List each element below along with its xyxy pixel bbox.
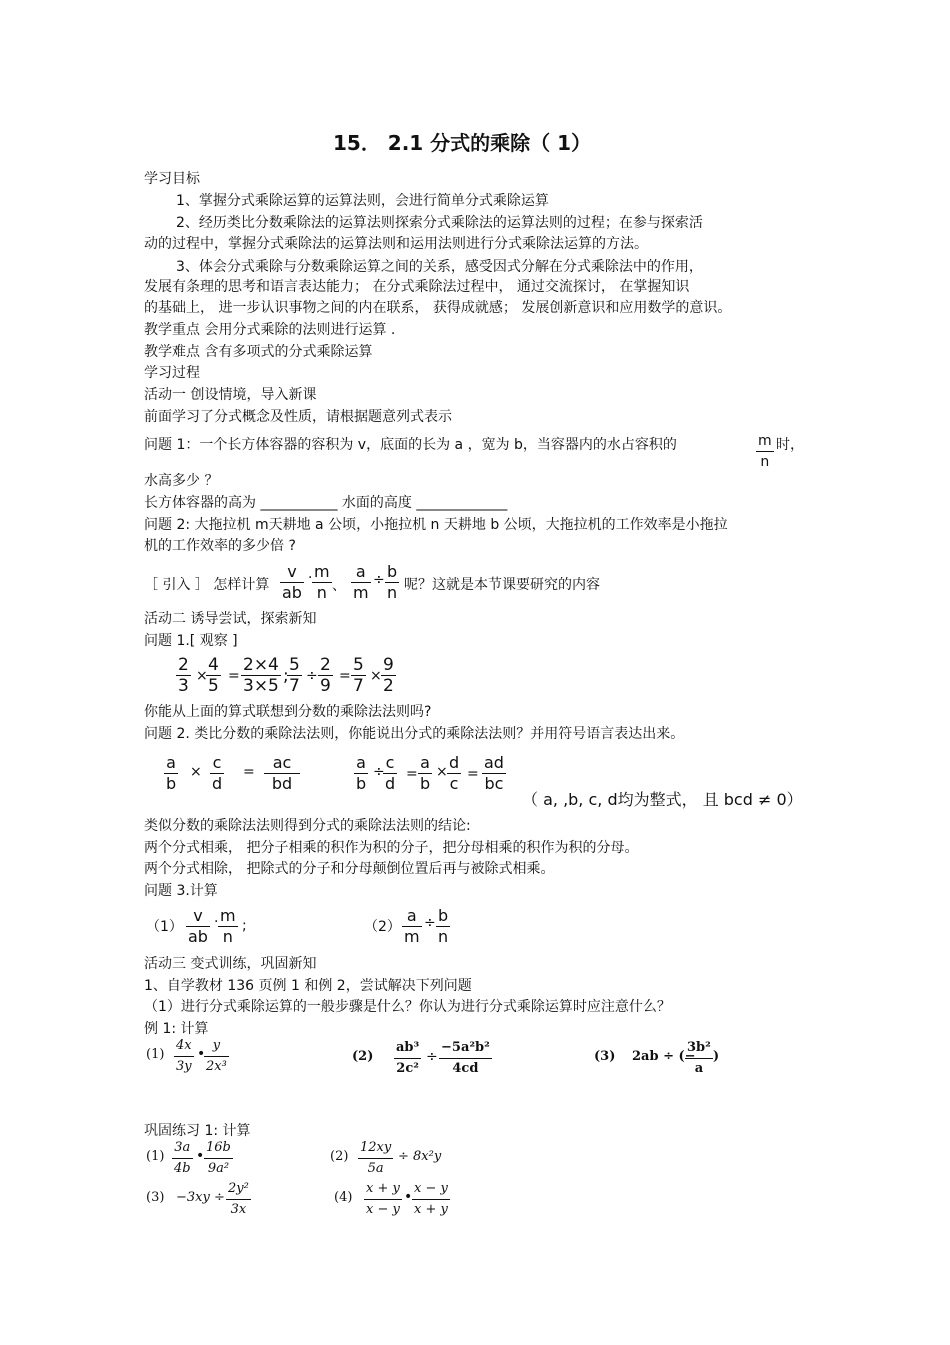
fraction — [364, 1179, 402, 1220]
denominator: 3 — [178, 676, 189, 696]
divide-operator: ÷ — [306, 668, 318, 684]
fraction — [685, 1038, 713, 1079]
fraction — [447, 753, 461, 794]
denominator: n — [218, 926, 238, 947]
denominator: m — [404, 927, 420, 946]
equals: = — [467, 766, 479, 782]
numerator: a — [406, 906, 417, 925]
numerator: −5a²b² — [441, 1040, 490, 1055]
fraction — [210, 753, 224, 794]
fraction — [226, 1179, 251, 1220]
objective-line: 动的过程中，掌握分式乘除法的运算法则和运用法则进行分式乘除法运算的方法。 — [144, 236, 648, 252]
numerator: 2 — [320, 655, 331, 675]
fraction — [351, 655, 366, 696]
lead-in-tail: 呢？这就是本节课要研究的内容 — [404, 577, 600, 593]
question-two-b: 问题 2. 类比分数的乘除法法则，你能说出分式的乘除法法则？并用符号语言表达出来。 — [144, 726, 685, 742]
self-study-question: （1）进行分式乘除运算的一般步骤是什么？你认为进行分式乘除运算时应注意什么？ — [144, 999, 671, 1015]
item-label: (1) — [146, 1047, 165, 1062]
fraction — [383, 753, 397, 794]
fraction — [436, 906, 450, 947]
numerator: m — [758, 433, 772, 449]
fraction — [174, 1036, 194, 1077]
example-heading: 例 1: 计算 — [144, 1021, 209, 1037]
equals: = — [243, 764, 255, 780]
denominator: 2c² — [394, 1058, 421, 1079]
numerator: d — [449, 753, 460, 772]
numerator: 9 — [383, 655, 394, 675]
fraction — [318, 655, 333, 696]
denominator: n — [756, 451, 774, 472]
expression-prefix: 2ab ÷ (− — [632, 1049, 696, 1064]
denominator: 3×5 — [243, 676, 279, 696]
fraction — [381, 655, 396, 696]
fraction — [394, 1038, 421, 1079]
fraction — [204, 1138, 233, 1179]
numerator: m — [314, 562, 330, 581]
separator: 、 — [332, 578, 346, 594]
fraction — [204, 1036, 229, 1077]
fraction — [385, 562, 399, 603]
denominator: d — [212, 774, 223, 793]
numerator: x − y — [414, 1181, 448, 1196]
fraction — [241, 655, 281, 696]
dot-operator: · — [214, 914, 219, 930]
objective-line: 2、经历类比分数乘除法的运算法则探索分式乘除法的运算法则的过程；在参与探索活 — [176, 215, 703, 231]
fraction — [186, 906, 210, 947]
fraction — [402, 906, 422, 947]
item-label: (4) — [334, 1190, 353, 1205]
question-one-tail: 时， — [776, 437, 804, 453]
item-label: （2） — [364, 919, 401, 935]
fraction — [439, 1038, 492, 1079]
activity-one: 活动一 创设情境，导入新课 — [144, 387, 317, 403]
denominator: b — [166, 774, 177, 793]
times-operator: × — [196, 668, 208, 684]
expression-prefix: −3xy ÷ — [176, 1190, 225, 1205]
semicolon: ; — [283, 666, 289, 686]
numerator: 12xy — [360, 1140, 392, 1155]
fraction — [482, 753, 506, 794]
fraction — [412, 1179, 450, 1220]
divide-operator: ÷ — [426, 1049, 438, 1065]
conclusion-multiply: 两个分式相乘， 把分子相乘的积作为积的分子，把分母相乘的积作为积的分母。 — [144, 840, 639, 856]
numerator: 3b² — [687, 1040, 711, 1055]
times-operator: × — [190, 764, 202, 780]
denominator: 9 — [320, 676, 331, 696]
process-heading: 学习过程 — [144, 365, 200, 381]
numerator: a — [166, 753, 176, 772]
item-label: (2) — [352, 1049, 374, 1064]
question-two-cont: 机的工作效率的多少倍 ? — [144, 538, 296, 554]
equals: = — [339, 668, 351, 684]
item-label: (3) — [146, 1190, 165, 1205]
objective-line: 3、体会分式乘除与分数乘除运算之间的关系，感受因式分解在分式乘除法中的作用， — [176, 259, 703, 275]
numerator: b — [387, 562, 398, 581]
fraction — [358, 1138, 393, 1179]
fraction — [354, 753, 368, 794]
numerator: 4 — [208, 655, 219, 675]
numerator: ab³ — [396, 1040, 420, 1055]
item-label: (1) — [146, 1149, 165, 1164]
denominator: 2x³ — [204, 1056, 229, 1077]
numerator: ad — [484, 753, 504, 772]
denominator: b — [356, 774, 367, 793]
numerator: ac — [272, 753, 292, 772]
numerator: 5 — [353, 655, 364, 675]
question-one: 问题 1：一个长方体容器的容积为 v，底面的长为 a ，宽为 b，当容器内的水占容积的 — [144, 437, 677, 453]
fraction — [351, 562, 371, 603]
divide-operator: ÷ — [424, 915, 436, 931]
denominator: bc — [482, 773, 506, 794]
denominator: a — [685, 1058, 713, 1079]
numerator: m — [220, 906, 236, 925]
question-one-cont: 水高多少 ？ — [144, 473, 219, 489]
item-label: (2) — [330, 1149, 349, 1164]
denominator: ab — [282, 583, 302, 602]
objective-line: 发展有条理的思考和语言表达能力； 在分式乘除法过程中， 通过交流探讨， 在掌握知识 — [144, 279, 690, 295]
fraction — [264, 753, 300, 794]
denominator: 5a — [358, 1158, 393, 1179]
observe-heading: 问题 1.[ 观察 ] — [144, 633, 238, 649]
fraction — [206, 655, 221, 696]
denominator: bd — [264, 773, 300, 794]
numerator: a — [420, 753, 430, 772]
denominator: 5 — [208, 676, 219, 696]
key-point: 教学重点 会用分式乘除的法则进行运算 . — [144, 322, 396, 338]
denominator: 7 — [353, 676, 364, 696]
numerator: a — [355, 562, 366, 581]
item-label: (3) — [594, 1049, 616, 1064]
objective-line: 的基础上， 进一步认识事物之间的内在联系， 获得成就感； 发展创新意识和应用数学的意识。 — [144, 300, 732, 316]
numerator: v — [193, 906, 203, 925]
denominator: m — [353, 583, 369, 602]
dot-operator: • — [197, 1046, 206, 1062]
activity-three: 活动三 变式训练，巩固新知 — [144, 956, 317, 972]
rule-condition: （ a, ,b, c, d均为整式， 且 bcd ≠ 0） — [522, 790, 803, 809]
denominator: 7 — [289, 676, 300, 696]
fraction — [218, 906, 238, 947]
denominator: b — [420, 774, 431, 793]
denominator: c — [447, 773, 461, 794]
dot-operator: · — [308, 570, 313, 586]
fraction — [312, 562, 332, 603]
denominator: x + y — [412, 1199, 450, 1220]
fraction — [280, 562, 304, 603]
numerator: 2×4 — [243, 655, 279, 675]
objectives-heading: 学习目标 — [144, 171, 200, 187]
conclusion-intro: 类似分数的乘除法法则得到分式的乘除法法则的结论: — [144, 818, 471, 834]
self-study: 1、自学教材 136 页例 1 和例 2，尝试解决下列问题 — [144, 978, 472, 994]
numerator: v — [287, 562, 297, 581]
denominator: x − y — [364, 1199, 402, 1220]
denominator: 9a² — [204, 1158, 233, 1179]
times-operator: × — [370, 668, 382, 684]
numerator: 3a — [174, 1140, 191, 1155]
page-title: 15． 2.1 分式的乘除（ 1） — [333, 131, 592, 155]
conclusion-divide: 两个分式相除， 把除式的分子和分母颠倒位置后再与被除式相乘。 — [144, 861, 555, 877]
difficulty: 教学难点 含有多项式的分式乘除运算 — [144, 344, 373, 360]
item-label: （1） — [146, 919, 183, 935]
equals: = — [228, 668, 240, 684]
times-operator: × — [436, 764, 448, 780]
denominator: 2 — [383, 676, 394, 696]
fraction — [418, 753, 432, 794]
denominator: n — [312, 582, 332, 603]
question-three: 问题 3.计算 — [144, 883, 218, 899]
expression-suffix: ÷ 8x²y — [398, 1149, 442, 1164]
dot-operator: • — [196, 1148, 205, 1164]
numerator: 4x — [176, 1038, 192, 1053]
numerator: a — [356, 753, 366, 772]
numerator: c — [385, 753, 395, 772]
question-one-blanks: 长方体容器的高为 ___________ 水面的高度 _____________ — [144, 495, 508, 511]
denominator: n — [385, 582, 399, 603]
denominator: 4b — [172, 1158, 193, 1179]
numerator: c — [212, 753, 222, 772]
observe-question: 你能从上面的算式联想到分数的乘除法法则吗? — [144, 704, 432, 720]
dot-operator: • — [404, 1189, 413, 1205]
denominator: n — [436, 926, 450, 947]
lead-in: ［ 引入 ］ 怎样计算 — [144, 577, 270, 593]
question-two: 问题 2: 大拖拉机 m天耕地 a 公顷，小拖拉机 n 天耕地 b 公顷，大拖拉机的工作效率是小拖拉 — [144, 517, 728, 533]
divide-operator: ÷ — [373, 764, 385, 780]
practice-heading: 巩固练习 1: 计算 — [144, 1123, 251, 1139]
numerator: y — [212, 1038, 221, 1053]
denominator: ab — [188, 927, 208, 946]
equals: = — [406, 766, 418, 782]
denominator: 4cd — [439, 1058, 492, 1079]
activity-two: 活动二 诱导尝试，探索新知 — [144, 611, 317, 627]
fraction — [287, 655, 302, 696]
numerator: 2 — [178, 655, 189, 675]
expression-suffix: ) — [713, 1049, 720, 1064]
semicolon: ; — [242, 918, 247, 934]
numerator: x + y — [366, 1181, 400, 1196]
fraction — [176, 655, 191, 696]
fraction — [172, 1138, 193, 1179]
numerator: 2y² — [228, 1181, 249, 1196]
numerator: b — [438, 906, 449, 925]
denominator: 3x — [226, 1199, 251, 1220]
fraction — [164, 753, 178, 794]
intro-text: 前面学习了分式概念及性质，请根据题意列式表示 — [144, 409, 452, 425]
numerator: 5 — [289, 655, 300, 675]
objective-line: 1、掌握分式乘除运算的运算法则，会进行简单分式乘除运算 — [176, 193, 549, 209]
numerator: 16b — [206, 1140, 231, 1155]
denominator: 3y — [174, 1056, 194, 1077]
denominator: d — [385, 774, 396, 793]
fraction-m-over-n — [756, 431, 774, 472]
divide-operator: ÷ — [373, 572, 385, 588]
